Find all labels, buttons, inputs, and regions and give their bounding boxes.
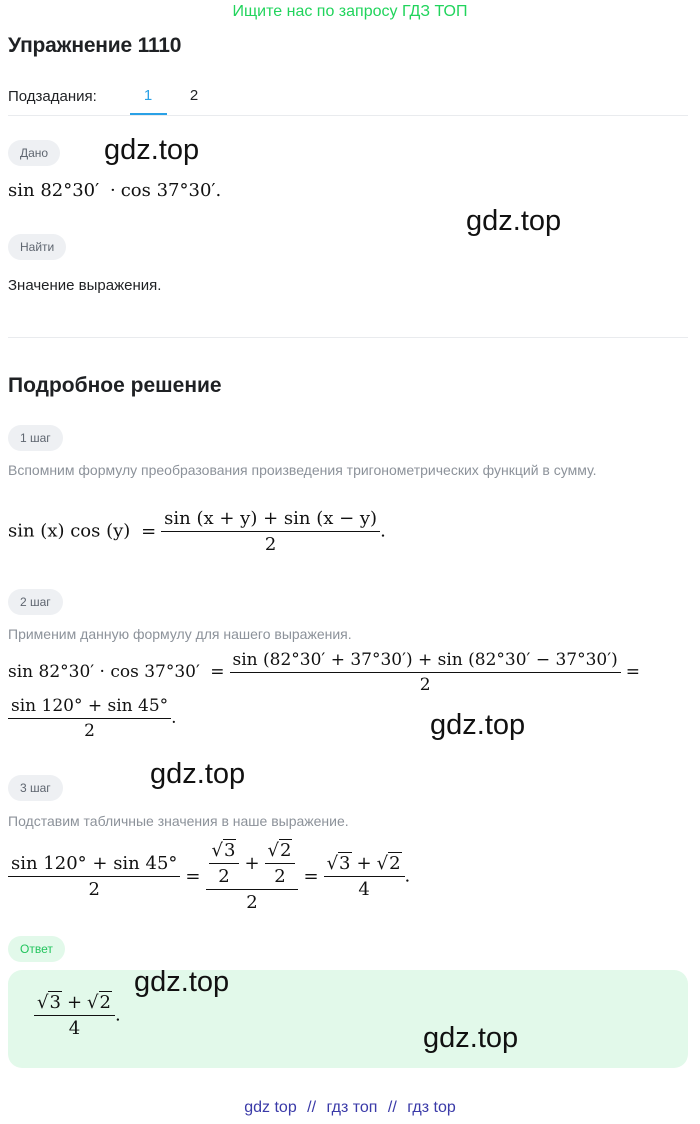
answer-denominator: 4 xyxy=(68,1018,81,1039)
given-expression xyxy=(8,180,221,201)
step-2-denominator-2: 2 xyxy=(84,721,95,741)
answer-chip: Ответ xyxy=(8,936,65,962)
page-title: Упражнение 1110 xyxy=(8,34,182,57)
step-3-result-denominator: 4 xyxy=(358,879,370,900)
given-sin: sin xyxy=(8,180,35,201)
watermark: gdz.top xyxy=(150,758,246,790)
subtask-tab-1[interactable]: 1 xyxy=(143,87,153,104)
subtasks-label: Подзадания: xyxy=(8,88,97,105)
step-3-sqrt2-radicand: 2 xyxy=(280,840,292,861)
step-2-lhs: sin 82°30′ · cos 37°30′ xyxy=(8,662,200,682)
step-3-result-numerator: √3 + √2 xyxy=(324,853,405,877)
footer-link-2[interactable]: гдз топ xyxy=(326,1099,378,1116)
step-3-end: . xyxy=(404,865,411,887)
step-1-lhs: sin (x) cos (y) xyxy=(8,520,131,542)
step-1-numerator: sin (x + y) + sin (x − y) xyxy=(161,508,380,532)
step-1-fraction xyxy=(161,508,380,555)
step-3-result-fraction xyxy=(324,853,405,900)
watermark: gdz.top xyxy=(423,1022,519,1054)
step-1-formula xyxy=(8,508,386,555)
step-1-text: Вспомним формулу преобразования произведения тригонометрических функций в сумму. xyxy=(8,462,597,478)
find-text: Значение выражения. xyxy=(8,277,162,294)
step-3-chip: 3 шаг xyxy=(8,775,63,801)
footer-separator-2: // xyxy=(387,1099,397,1116)
watermark: gdz.top xyxy=(466,205,562,237)
step-3-formula xyxy=(8,840,410,913)
answer-plus: + xyxy=(66,992,83,1013)
step-1-denominator: 2 xyxy=(264,534,277,555)
footer-links xyxy=(0,1099,700,1117)
step-2-eq-2: = xyxy=(625,662,640,682)
solution-title: Подробное решение xyxy=(8,374,222,397)
step-2-numerator: sin (82°30′ + 37°30′) + sin (82°30′ − 37°30′) xyxy=(230,650,621,673)
step-1-end: . xyxy=(380,520,386,542)
promo-banner: Ищите нас по запросу ГДЗ ТОП xyxy=(232,3,468,20)
answer-formula xyxy=(34,992,121,1039)
step-2-end: . xyxy=(171,708,177,728)
given-dot: · xyxy=(109,180,116,201)
answer-end: . xyxy=(114,1004,121,1026)
step-3-sqrt3-fraction xyxy=(209,840,240,887)
watermark: gdz.top xyxy=(430,709,526,741)
step-2-chip: 2 шаг xyxy=(8,589,63,615)
given-cos: cos xyxy=(120,180,151,201)
step-2-formula-line-2 xyxy=(8,696,177,741)
step-3-result-r2: 2 xyxy=(389,853,401,874)
footer-link-1[interactable]: gdz top xyxy=(244,1099,297,1116)
given-angle-1: 82°30′ xyxy=(40,180,100,201)
answer-r2: 2 xyxy=(99,992,111,1013)
footer-link-3[interactable]: гдз top xyxy=(407,1099,456,1116)
answer-r3: 3 xyxy=(49,992,61,1013)
subtasks-divider xyxy=(8,115,688,116)
step-3-sqrt3-den: 2 xyxy=(218,866,230,887)
step-3-result-r3: 3 xyxy=(339,853,351,874)
step-3-sqrt3-radicand: 3 xyxy=(223,840,236,861)
answer-numerator: √3 + √2 xyxy=(34,992,115,1016)
step-2-fraction-2 xyxy=(8,696,171,741)
step-3-eq: = xyxy=(185,865,201,887)
given-end: . xyxy=(215,180,222,201)
step-1-chip: 1 шаг xyxy=(8,425,63,451)
step-2-formula-line-1 xyxy=(8,650,645,695)
step-3-sqrt2-den: 2 xyxy=(274,866,286,887)
step-3-compound-numerator xyxy=(206,840,299,890)
step-3-denominator-1: 2 xyxy=(88,879,100,900)
step-3-sqrt2: √2 xyxy=(265,840,296,864)
step-3-sqrt3: √3 xyxy=(209,840,240,864)
find-chip: Найти xyxy=(8,234,66,260)
given-angle-2: 37°30′ xyxy=(156,180,216,201)
step-3-compound-fraction xyxy=(206,840,299,913)
step-3-text: Подставим табличные значения в наше выражение. xyxy=(8,813,349,829)
step-3-plus: + xyxy=(244,852,260,874)
step-2-fraction xyxy=(230,650,621,695)
step-2-eq: = xyxy=(210,662,225,682)
watermark: gdz.top xyxy=(104,134,200,166)
step-3-eq-2: = xyxy=(303,865,319,887)
given-chip: Дано xyxy=(8,140,60,166)
answer-fraction xyxy=(34,992,115,1039)
step-3-fraction-1 xyxy=(8,853,180,900)
step-3-result-plus: + xyxy=(356,853,372,874)
section-divider xyxy=(8,337,688,338)
step-3-compound-denominator: 2 xyxy=(246,892,258,913)
step-2-text: Применим данную формулу для нашего выражения. xyxy=(8,626,352,642)
step-2-numerator-2: sin 120° + sin 45° xyxy=(8,696,171,719)
step-3-sqrt2-fraction xyxy=(265,840,296,887)
step-2-denominator: 2 xyxy=(419,675,431,695)
step-3-numerator-1: sin 120° + sin 45° xyxy=(8,853,180,877)
footer-separator-1: // xyxy=(307,1099,317,1116)
watermark: gdz.top xyxy=(134,966,230,998)
step-1-eq: = xyxy=(141,520,157,542)
subtask-tab-2[interactable]: 2 xyxy=(189,87,199,104)
